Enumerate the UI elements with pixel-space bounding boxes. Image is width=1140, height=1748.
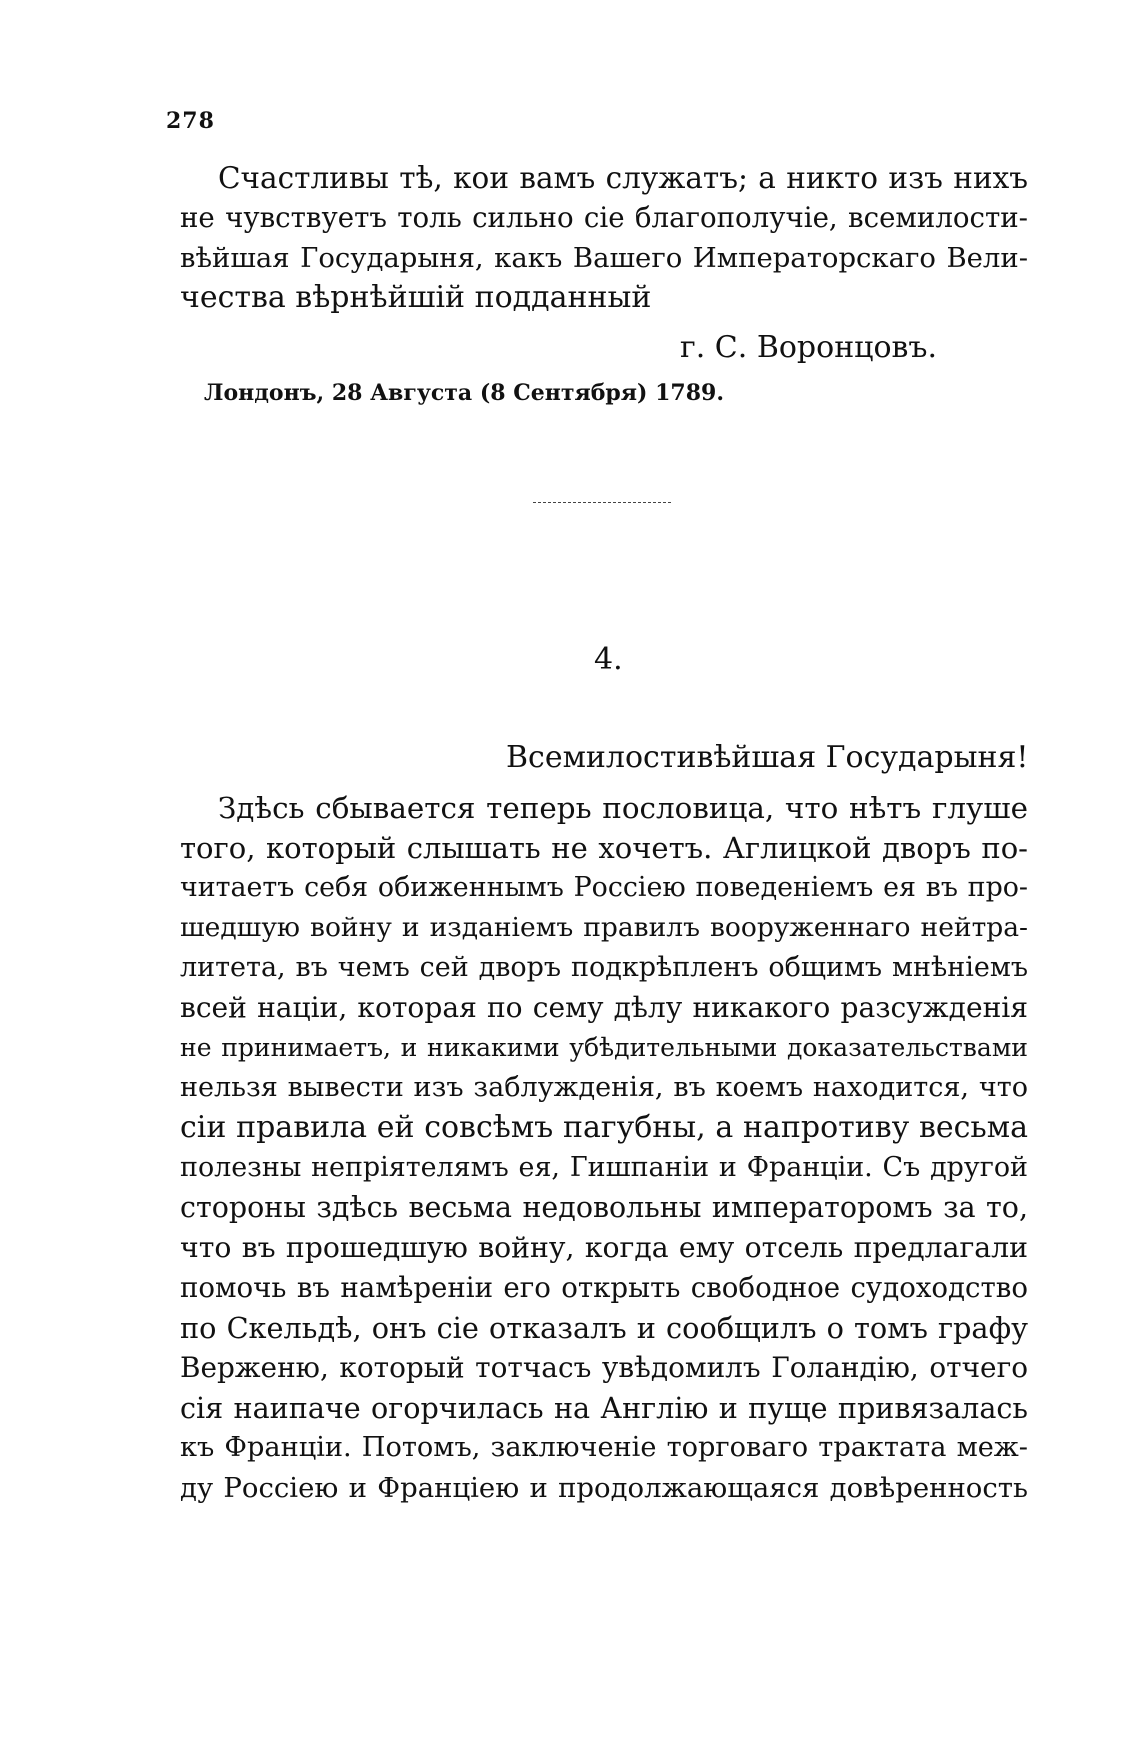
text-line: Верженю, который тотчасъ увѣдомилъ Голандію, отчего <box>180 1351 1028 1384</box>
text-line: нельзя вывести изъ заблужденія, въ коемъ находится, что <box>180 1072 1028 1103</box>
text-line: литета, въ чемъ сей дворъ подкрѣпленъ общимъ мнѣніемъ <box>180 952 1028 983</box>
text-line: Здѣсь сбывается теперь пословица, что нѣтъ глуше <box>218 791 1028 825</box>
text-line: стороны здѣсь весьма недовольны императоромъ за то, <box>180 1191 1028 1224</box>
text-line: что въ прошедшую войну, когда ему отсель предлагали <box>180 1231 1028 1264</box>
text-line: шедшую войну и изданіемъ правилъ вооруженнаго нейтра- <box>180 912 1028 943</box>
text-line: не принимаетъ, и никакими убѣдительными доказательствами <box>180 1033 1028 1062</box>
text-line: Счастливы тѣ, кои вамъ служатъ; а никто изъ нихъ <box>218 161 1028 195</box>
text-line: сіи правила ей совсѣмъ пагубны, а напротиву весьма <box>180 1110 1028 1145</box>
closing-paragraph <box>180 158 1028 318</box>
text-line: помочь въ намѣреніи его открыть свободное судоходство <box>180 1271 1028 1304</box>
signature: г. С. Воронцовъ. <box>680 330 938 365</box>
text-line: сія наипаче огорчилась на Англію и пуще привязалась <box>180 1391 1028 1425</box>
salutation: Всемилостивѣйшая Государыня! <box>506 740 1029 775</box>
section-number: 4. <box>594 642 623 677</box>
text-line: ду Россіею и Франціею и продолжающаяся довѣренность <box>180 1472 1028 1504</box>
page-number: 278 <box>166 108 215 134</box>
text-line: читаетъ себя обиженнымъ Россіею поведеніемъ ея въ про- <box>180 872 1028 903</box>
place-date: Лондонъ, 28 Августа (8 Сентября) 1789. <box>204 380 724 406</box>
text-line: вѣйшая Государыня, какъ Вашего Императорскаго Вели- <box>180 242 1028 274</box>
text-line: чества вѣрнѣйшій подданный <box>180 280 652 315</box>
letter-body <box>180 788 1028 1508</box>
text-line: того, который слышать не хочетъ. Аглицкой дворъ по- <box>180 831 1028 865</box>
text-line: всей націи, которая по сему дѣлу никакого разсужденія <box>180 991 1028 1024</box>
section-divider <box>533 502 671 503</box>
text-line: не чувствуетъ толь сильно сіе благополучіе, всемилости- <box>180 201 1028 234</box>
text-line: полезны непріятелямъ ея, Гишпаніи и Франціи. Съ другой <box>180 1152 1028 1183</box>
text-line: къ Франціи. Потомъ, заключеніе торговаго трактата меж- <box>180 1432 1028 1463</box>
text-line: по Скельдѣ, онъ сіе отказалъ и сообщилъ о томъ графу <box>180 1311 1028 1345</box>
